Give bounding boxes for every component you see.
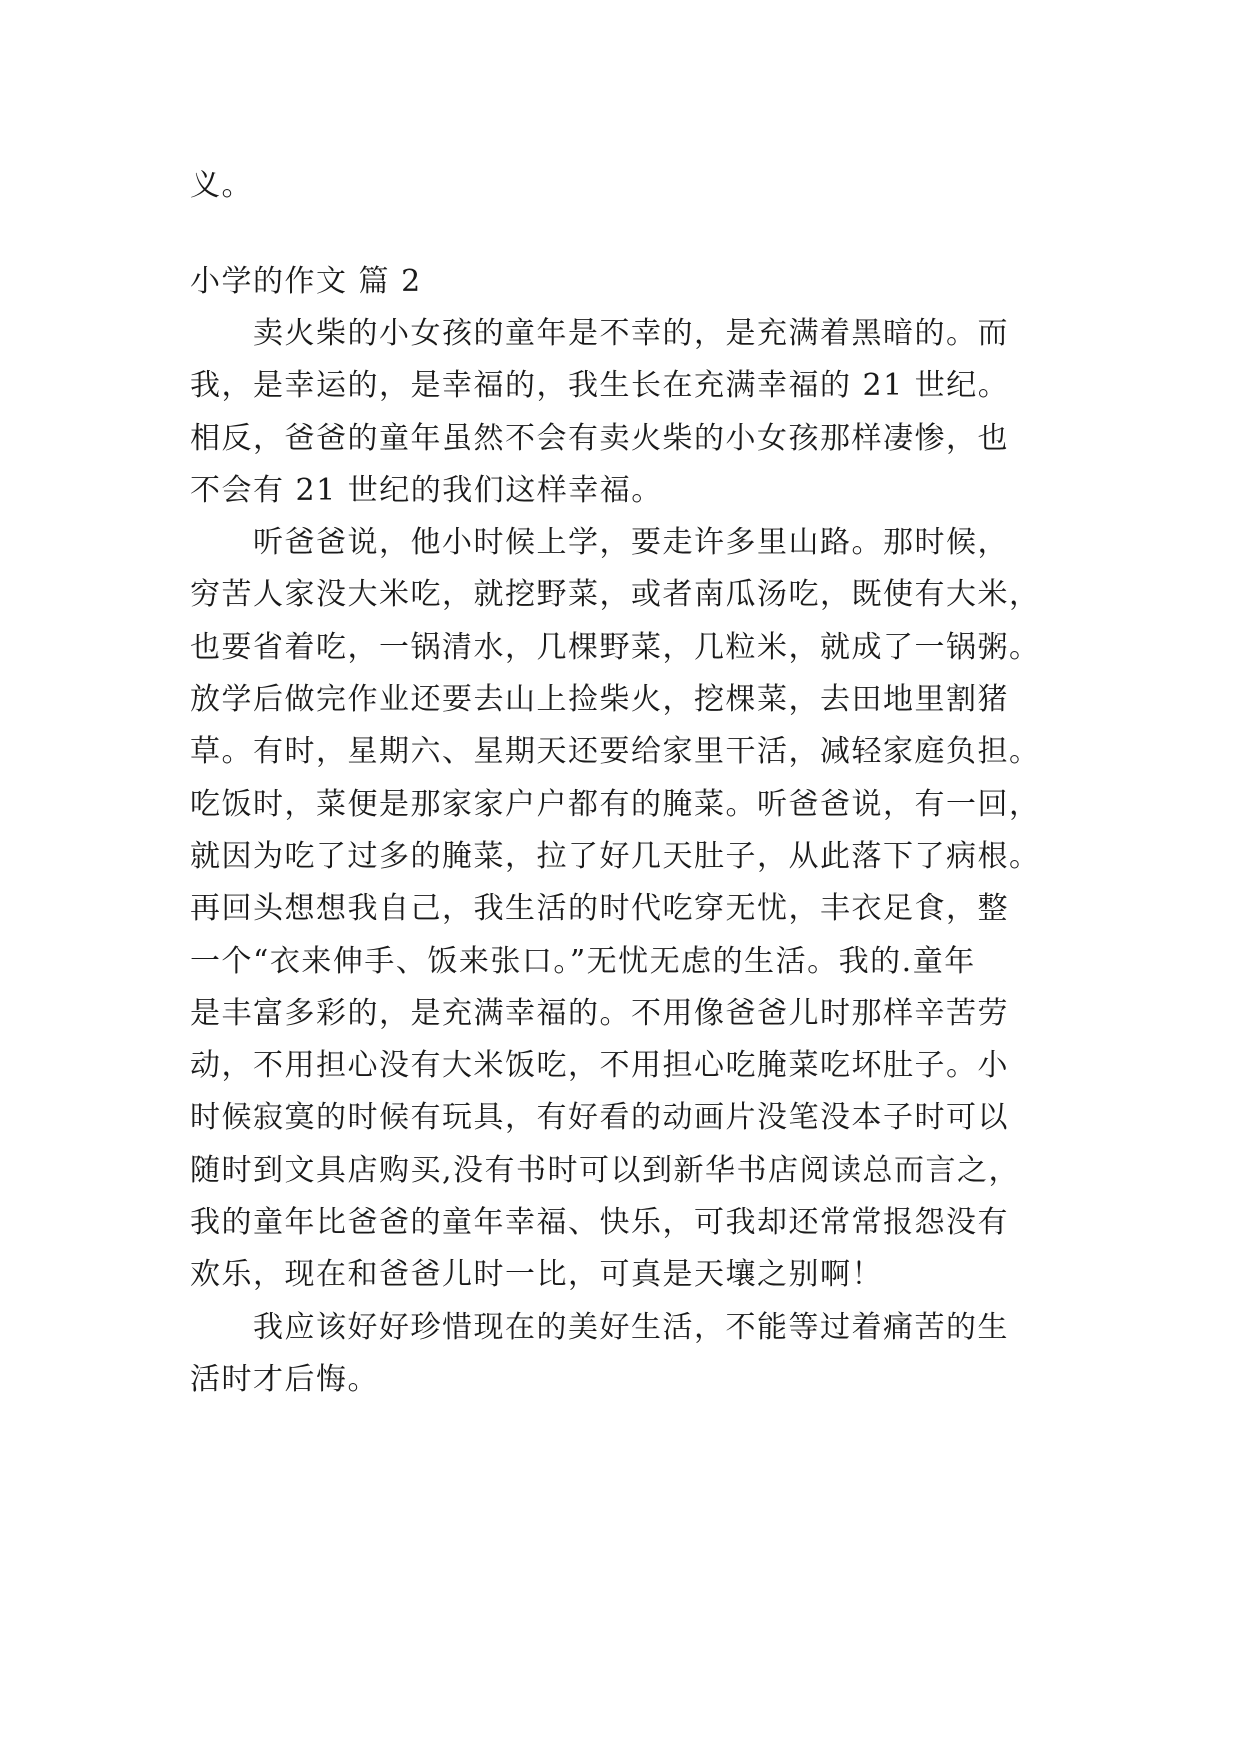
paragraph-line: 是丰富多彩的，是充满幸福的。不用像爸爸儿时那样辛苦劳 bbox=[190, 995, 1009, 1031]
continued-text-fragment: 义。 bbox=[190, 168, 253, 203]
paragraph-line: 草。有时，星期六、星期天还要给家里干活，减轻家庭负担。 bbox=[190, 734, 1041, 770]
paragraph-line: 放学后做完作业还要去山上捡柴火，挖棵菜，去田地里割猪 bbox=[190, 682, 1009, 718]
paragraph-line: 吃饭时，菜便是那家家户户都有的腌菜。听爸爸说，有一回， bbox=[190, 786, 1041, 822]
paragraph-line: 我的童年比爸爸的童年幸福、快乐，可我却还常常报怨没有 bbox=[190, 1205, 1009, 1241]
paragraph-line: 就因为吃了过多的腌菜，拉了好几天肚子，从此落下了病根。 bbox=[190, 838, 1041, 874]
paragraph-line: 听爸爸说，他小时候上学，要走许多里山路。那时候， bbox=[190, 525, 1009, 561]
paragraph-line: 活时才后悔。 bbox=[190, 1361, 379, 1397]
paragraph-line: 穷苦人家没大米吃，就挖野菜，或者南瓜汤吃，既使有大米， bbox=[190, 577, 1041, 613]
paragraph-line: 时候寂寞的时候有玩具，有好看的动画片没笔没本子时可以 bbox=[190, 1100, 1009, 1136]
essay-heading: 小学的作文 篇 2 bbox=[190, 264, 422, 299]
paragraph-line: 也要省着吃，一锅清水，几棵野菜，几粒米，就成了一锅粥。 bbox=[190, 629, 1041, 665]
paragraph-1 bbox=[190, 308, 1060, 517]
paragraph-line: 再回头想想我自己，我生活的时代吃穿无忧，丰衣足食，整 bbox=[190, 891, 1009, 927]
paragraph-line: 卖火柴的小女孩的童年是不幸的，是充满着黑暗的。而 bbox=[190, 316, 1009, 351]
paragraph-line: 我应该好好珍惜现在的美好生活，不能等过着痛苦的生 bbox=[190, 1309, 1009, 1345]
paragraph-2 bbox=[190, 517, 1060, 1301]
paragraph-line: 相反，爸爸的童年虽然不会有卖火柴的小女孩那样凄惨，也 bbox=[190, 420, 1009, 456]
paragraph-3 bbox=[190, 1302, 1060, 1407]
document-body bbox=[190, 160, 1060, 1406]
paragraph-line: 欢乐，现在和爸爸儿时一比，可真是天壤之别啊！ bbox=[190, 1257, 883, 1293]
paragraph-line: 一个“衣来伸手、饭来张口。”无忧无虑的生活。我的.童年 bbox=[190, 943, 976, 979]
paragraph-line: 动，不用担心没有大米饭吃，不用担心吃腌菜吃坏肚子。小 bbox=[190, 1048, 1009, 1084]
paragraph-line: 不会有 21 世纪的我们这样幸福。 bbox=[190, 472, 663, 508]
paragraph-line: 随时到文具店购买,没有书时可以到新华书店阅读总而言之， bbox=[190, 1152, 1021, 1188]
paragraph-line: 我，是幸运的，是幸福的，我生长在充满幸福的 21 世纪。 bbox=[190, 368, 1010, 404]
